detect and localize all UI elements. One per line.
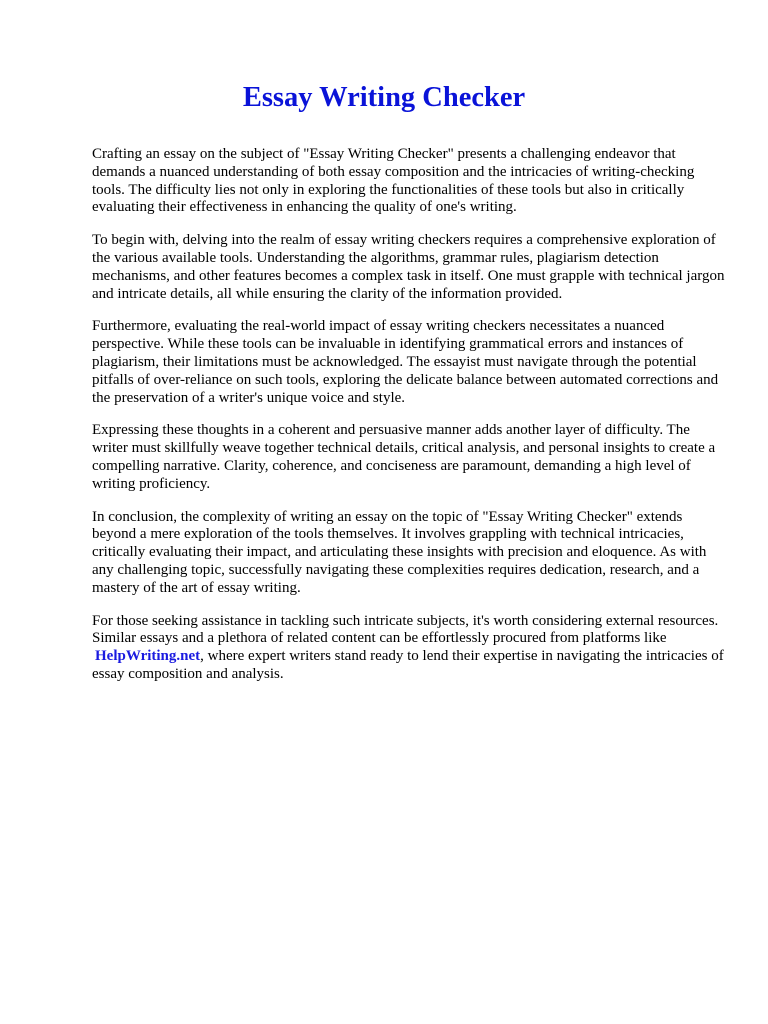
closing-text-after-link: , where expert writers stand ready to lend their expertise in navigating the intricacies of essay composition and analysis. (92, 648, 724, 682)
paragraph-intro: Crafting an essay on the subject of "Essay Writing Checker" presents a challenging endeavor that demands a nuanced understanding of both essay composition and the intricacies of writing-checking tools. The difficulty lies not only in exploring the functionalities of these tools but also in critically evaluating their effectiveness in enhancing the quality of one's writing. (92, 146, 695, 216)
paragraph-evaluation: Furthermore, evaluating the real-world impact of essay writing checkers necessitates a nuanced perspective. While these tools can be invaluable in identifying grammatical errors and instances of plagiarism, their limitations must be acknowledged. The essayist must navigate through the potential pitfalls of over-reliance on such tools, exploring the delicate balance between automated corrections and the preservation of a writer's unique voice and style. (92, 318, 719, 406)
helpwriting-link[interactable]: HelpWriting.net (95, 648, 201, 665)
paragraph-closing (92, 613, 726, 684)
paragraph-expression: Expressing these thoughts in a coherent and persuasive manner adds another layer of difficulty. The writer must skillfully weave together technical details, critical analysis, and personal insights to create a compelling narrative. Clarity, coherence, and conciseness are paramount, demanding a high level of writing proficiency. (92, 422, 716, 492)
closing-text-before-link: For those seeking assistance in tackling such intricate subjects, it's worth considering external resources. Similar essays and a plethora of related content can be effortlessly procured from platforms like (92, 612, 719, 647)
paragraph-exploration: To begin with, delving into the realm of essay writing checkers requires a comprehensive exploration of the various available tools. Understanding the algorithms, grammar rules, plagiarism detection mechanisms, and other features becomes a complex task in itself. One must grapple with technical jargon and intricate details, all while ensuring the clarity of the information provided. (92, 232, 725, 302)
essay-body (92, 146, 726, 699)
paragraph-conclusion: In conclusion, the complexity of writing an essay on the topic of "Essay Writing Checker" extends beyond a mere exploration of the tools themselves. It involves grappling with technical intricacies, critically evaluating their impact, and articulating these insights with precision and eloquence. As with any challenging topic, successfully navigating these complexities requires dedication, research, and a mastery of the art of essay writing. (92, 508, 707, 596)
page-title: Essay Writing Checker (242, 82, 526, 113)
